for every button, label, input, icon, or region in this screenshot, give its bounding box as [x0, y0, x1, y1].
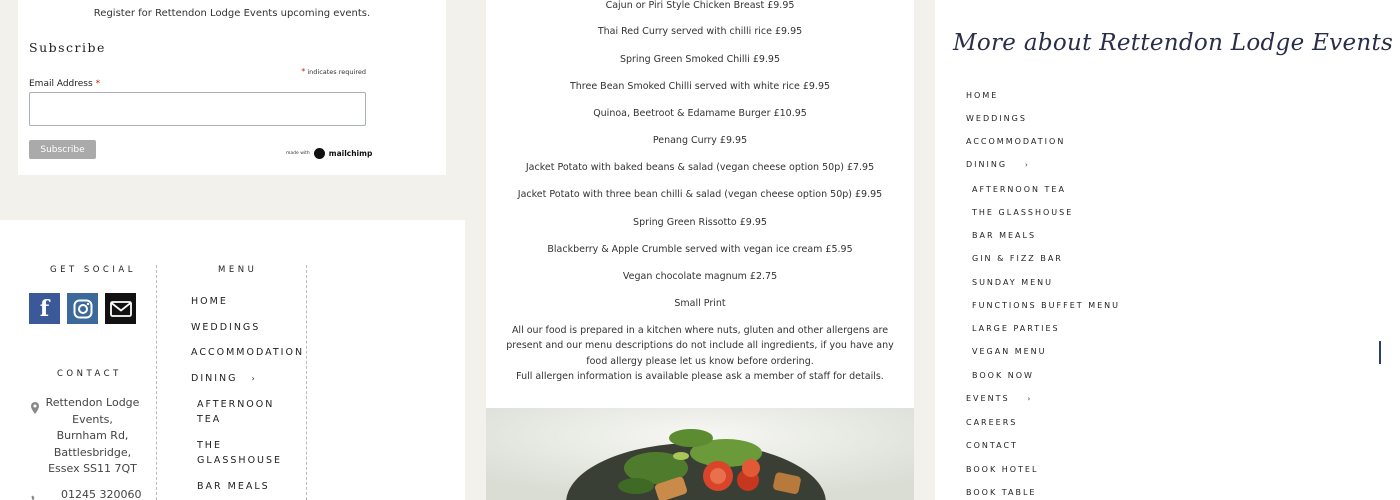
footer-menu-afternoon-tea[interactable]: AFTERNOON TEA — [197, 399, 275, 425]
sidebar-item-weddings[interactable]: WEDDINGS — [966, 114, 1027, 123]
mailchimp-badge[interactable] — [286, 146, 372, 160]
chevron-right-icon: › — [1027, 395, 1031, 403]
menu-item: Jacket Potato with baked beans & salad (vegan cheese option 50p) £7.95 — [525, 162, 875, 173]
menu-item: Three Bean Smoked Chilli served with white rice £9.95 — [569, 81, 831, 92]
active-indicator — [1379, 341, 1381, 364]
sidebar-item-events[interactable] — [966, 394, 1030, 403]
mailchimp-made-with: made with — [286, 150, 310, 156]
mailchimp-wordmark: mailchimp — [328, 148, 373, 158]
required-note-text: indicates required — [307, 68, 366, 76]
menu-item: Spring Green Smoked Chilli £9.95 — [619, 54, 781, 65]
sidebar-item-dining[interactable] — [966, 160, 1028, 169]
footer-menu-dining-label: DINING — [191, 373, 238, 384]
sidebar-item-accommodation[interactable]: ACCOMMODATION — [966, 137, 1066, 146]
sidebar — [935, 0, 1400, 500]
allergen-info-text: Full allergen information is available please ask a member of staff for details. — [516, 371, 884, 383]
menu-item: Cajun or Piri Style Chicken Breast £9.95 — [605, 0, 795, 11]
address-line: Burnham Rd, — [56, 429, 129, 442]
sidebar-item-book-table[interactable]: BOOK TABLE — [966, 488, 1037, 497]
sidebar-item-vegan-menu[interactable]: VEGAN MENU — [972, 347, 1047, 356]
register-text: Register for Rettendon Lodge Events upcoming events. — [93, 8, 371, 19]
footer-menu-bar-meals[interactable]: BAR MEALS — [197, 481, 270, 492]
phone-icon — [31, 490, 41, 500]
menu-item: Blackberry & Apple Crumble served with vegan ice cream £5.95 — [547, 244, 853, 255]
address — [45, 395, 140, 478]
footer-menu-column — [156, 265, 307, 500]
address-line: Rettendon Lodge — [45, 396, 140, 409]
column-gutter — [914, 0, 935, 500]
get-social-heading: GET SOCIAL — [50, 265, 136, 275]
sidebar-item-dining-label: DINING — [966, 160, 1008, 169]
instagram-icon[interactable] — [67, 293, 98, 324]
footer — [0, 220, 465, 500]
subscribe-title: Subscribe — [29, 40, 106, 55]
sidebar-item-sunday-menu[interactable]: SUNDAY MENU — [972, 278, 1054, 287]
footer-menu-the-glasshouse[interactable]: THE GLASSHOUSE — [197, 440, 283, 466]
email-label-text: Email Address — [29, 79, 93, 89]
email-label — [29, 79, 100, 89]
address-line: Battlesbridge, — [53, 445, 132, 459]
facebook-icon[interactable]: f — [29, 293, 60, 324]
footer-menu-dining[interactable] — [191, 371, 255, 386]
menu-item: Jacket Potato with three bean chilli & salad (vegan cheese option 50p) £9.95 — [517, 189, 883, 200]
sidebar-item-events-label: EVENTS — [966, 394, 1010, 403]
menu-item: Vegan chocolate magnum £2.75 — [622, 271, 778, 282]
footer-menu-weddings[interactable]: WEDDINGS — [191, 322, 261, 333]
sidebar-item-gin-fizz-bar[interactable]: GIN & FIZZ BAR — [972, 254, 1063, 263]
footer-menu-accommodation[interactable]: ACCOMMODATION — [191, 347, 305, 358]
address-line: Events, — [72, 412, 113, 426]
footer-menu-home[interactable]: HOME — [191, 296, 228, 307]
contact-heading: CONTACT — [57, 369, 122, 379]
small-print-heading: Small Print — [674, 298, 726, 309]
sidebar-item-book-now[interactable]: BOOK NOW — [972, 371, 1034, 380]
sidebar-item-careers[interactable]: CAREERS — [966, 418, 1018, 427]
column-gutter — [465, 0, 486, 500]
sidebar-item-the-glasshouse[interactable]: THE GLASSHOUSE — [972, 208, 1074, 217]
mailchimp-logo-icon — [314, 148, 325, 159]
menu-item: Quinoa, Beetroot & Edamame Burger £10.95 — [593, 108, 807, 119]
address-line: Essex SS11 7QT — [48, 462, 137, 475]
required-note — [218, 67, 366, 76]
email-field[interactable] — [29, 92, 366, 126]
required-asterisk: * — [301, 67, 306, 76]
menu-item: Spring Green Rissotto £9.95 — [633, 217, 767, 228]
sidebar-item-contact[interactable]: CONTACT — [966, 441, 1018, 450]
map-pin-icon — [31, 399, 39, 418]
subscribe-button[interactable]: Subscribe — [29, 140, 96, 159]
email-icon[interactable] — [105, 293, 136, 324]
sidebar-item-home[interactable]: HOME — [966, 91, 999, 100]
sidebar-title: More about Rettendon Lodge Events — [953, 30, 1394, 56]
chevron-right-icon: › — [251, 374, 255, 383]
subscribe-section — [0, 0, 465, 220]
menu-item: Thai Red Curry served with chilli rice £9.95 — [597, 26, 803, 37]
sidebar-item-functions-buffet-menu[interactable]: FUNCTIONS BUFFET MENU — [972, 301, 1121, 310]
allergen-text: All our food is prepared in a kitchen where nuts, gluten and other allergens are present and our menu descriptions do not include all ingredients, if you have any food allergy please let us know before ordering. — [506, 325, 894, 367]
food-photo — [486, 408, 914, 500]
menu-item: Penang Curry £9.95 — [652, 135, 748, 146]
sidebar-item-bar-meals[interactable]: BAR MEALS — [972, 231, 1037, 240]
left-column — [0, 0, 465, 500]
sidebar-item-afternoon-tea[interactable]: AFTERNOON TEA — [972, 185, 1066, 194]
subscribe-card — [18, 0, 446, 175]
sidebar-item-large-parties[interactable]: LARGE PARTIES — [972, 324, 1060, 333]
phone-number[interactable]: 01245 320060 — [61, 488, 142, 500]
sidebar-item-book-hotel[interactable]: BOOK HOTEL — [966, 465, 1039, 474]
chevron-right-icon: › — [1025, 161, 1028, 169]
menu-content — [486, 0, 914, 500]
social-icons — [29, 293, 136, 324]
email-required-asterisk: * — [95, 79, 101, 89]
menu-heading: MENU — [218, 265, 258, 275]
allergen-notice — [504, 323, 896, 385]
